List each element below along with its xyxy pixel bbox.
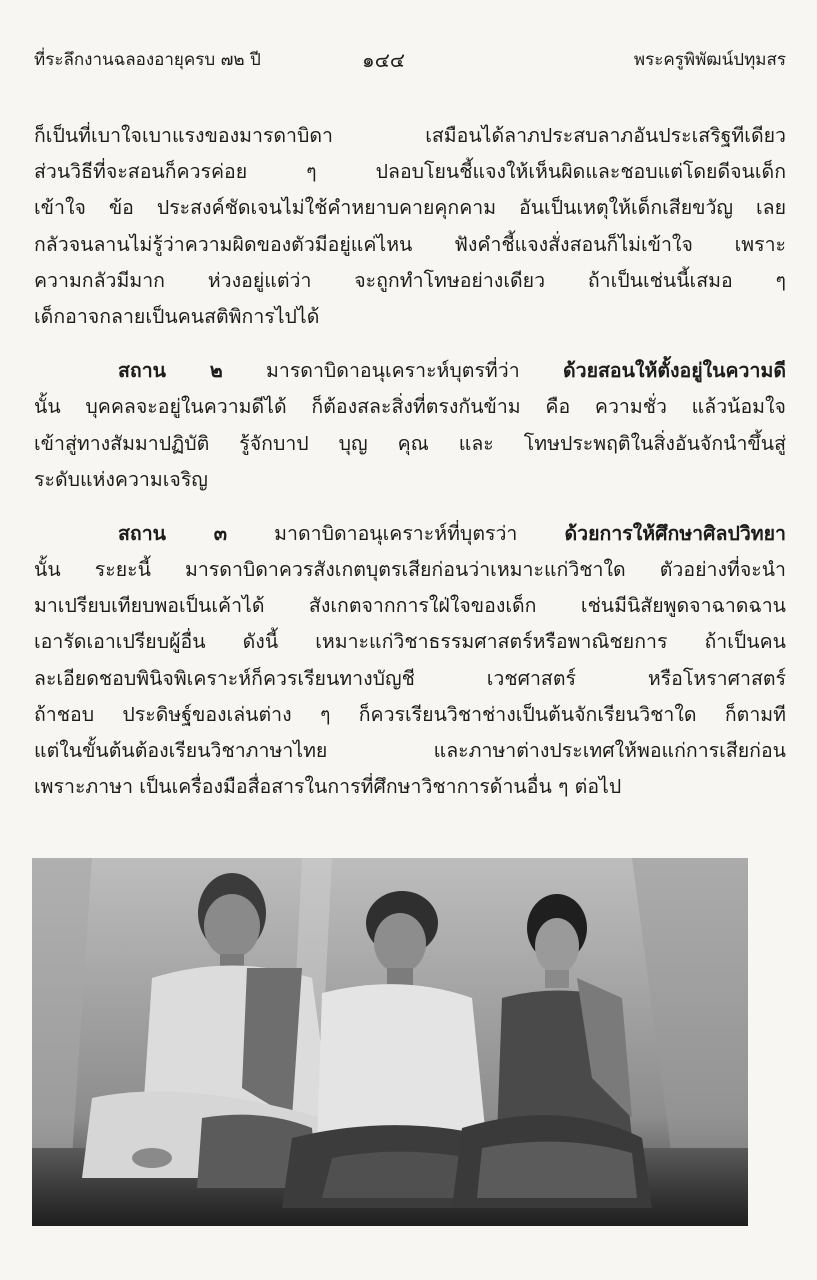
page-body	[34, 118, 786, 805]
text-line: เข้าสู่ทางสัมมาปฏิบัติ รู้จักบาป บุญ คุณ และ โทษประพฤติในสิ่งอันจักนำขึ้นสู่	[34, 431, 786, 455]
text-line: แต่ในขั้นต้นต้องเรียนวิชาภาษาไทย และภาษาต่างประเทศให้พอแก่การเสียก่อน	[34, 739, 786, 762]
text-line: เพราะภาษา เป็นเครื่องมือสื่อสารในการที่ศึกษาวิชาการด้านอื่น ๆ ต่อไป	[34, 775, 622, 799]
running-header	[34, 46, 786, 76]
text-line: มาเปรียบเทียบพอเป็นเค้าได้ สังเกตจากการใฝ่ใจของเด็ก เช่นมีนิสัยพูดจาฉาดฉาน	[34, 594, 786, 618]
header-author: พระครูพิพัฒน์ปทุมสร	[633, 50, 786, 70]
text-line: ระดับแห่งความเจริญ	[34, 467, 208, 491]
text-line: นั้น บุคคลจะอยู่ในความดีได้ ก็ต้องสละสิ่งที่ตรงกันข้าม คือ ความชั่ว แล้วน้อมใจ	[34, 395, 786, 419]
text-line: ถ้าชอบ ประดิษฐ์ของเล่นต่าง ๆ ก็ควรเรียนวิชาช่างเป็นต้นจักเรียนวิชาใด ก็ตามที	[34, 702, 786, 726]
text-line: เอารัดเอาเปรียบผู้อื่น ดังนี้ เหมาะแก่วิชาธรรมศาสตร์หรือพาณิชยการ ถ้าเป็นคน	[34, 630, 786, 654]
text-line	[34, 353, 786, 389]
family-photo	[32, 858, 748, 1226]
text-line: ก็เป็นที่เบาใจเบาแรงของมารดาบิดา เสมือนได้ลาภประสบลาภอันประเสริฐทีเดียว	[34, 124, 786, 147]
text-line: กลัวจนลานไม่รู้ว่าความผิดของตัวมีอยู่แค่ไหน ฟังคำชี้แจงสั่งสอนก็ไม่เข้าใจ เพราะ	[34, 232, 786, 256]
text-line: เข้าใจ ข้อ ประสงค์ชัดเจนไม่ใช้คำหยาบคายคุกคาม อันเป็นเหตุให้เด็กเสียขวัญ เลย	[34, 196, 786, 220]
paragraph-2	[34, 353, 786, 498]
section-label: สถาน ๓	[118, 521, 228, 545]
page-number: ๑๔๔	[362, 48, 405, 72]
section-lead: มาดาบิดาอนุเคราะห์ที่บุตรว่า	[227, 521, 565, 545]
section-emphasis: ด้วยการให้ศึกษาศิลปวิทยา	[564, 521, 786, 545]
text-line: เด็กอาจกลายเป็นคนสติพิการไปได้	[34, 304, 320, 328]
paragraph-3	[34, 516, 786, 806]
paragraph-1	[34, 118, 786, 335]
section-lead: มารดาบิดาอนุเคราะห์บุตรที่ว่า	[222, 359, 563, 383]
text-line	[34, 516, 786, 552]
section-label: สถาน ๒	[118, 359, 223, 383]
text-line: นั้น ระยะนี้ มารดาบิดาควรสังเกตบุตรเสียก่อนว่าเหมาะแก่วิชาใด ตัวอย่างที่จะนำ	[34, 558, 786, 582]
header-book-title: ที่ระลึกงานฉลองอายุครบ ๗๒ ปี	[34, 50, 261, 70]
text-line: ส่วนวิธีที่จะสอนก็ควรค่อย ๆ ปลอบโยนชี้แจงให้เห็นผิดและชอบแต่โดยดีจนเด็ก	[34, 160, 786, 184]
text-line: ความกลัวมีมาก ห่วงอยู่แต่ว่า จะถูกทำโทษอย่างเดียว ถ้าเป็นเช่นนี้เสมอ ๆ	[34, 268, 786, 292]
text-line: ละเอียดชอบพินิจพิเคราะห์ก็ควรเรียนทางบัญชี เวชศาสตร์ หรือโหราศาสตร์	[34, 666, 786, 690]
section-emphasis: ด้วยสอนให้ตั้งอยู่ในความดี	[562, 359, 786, 383]
